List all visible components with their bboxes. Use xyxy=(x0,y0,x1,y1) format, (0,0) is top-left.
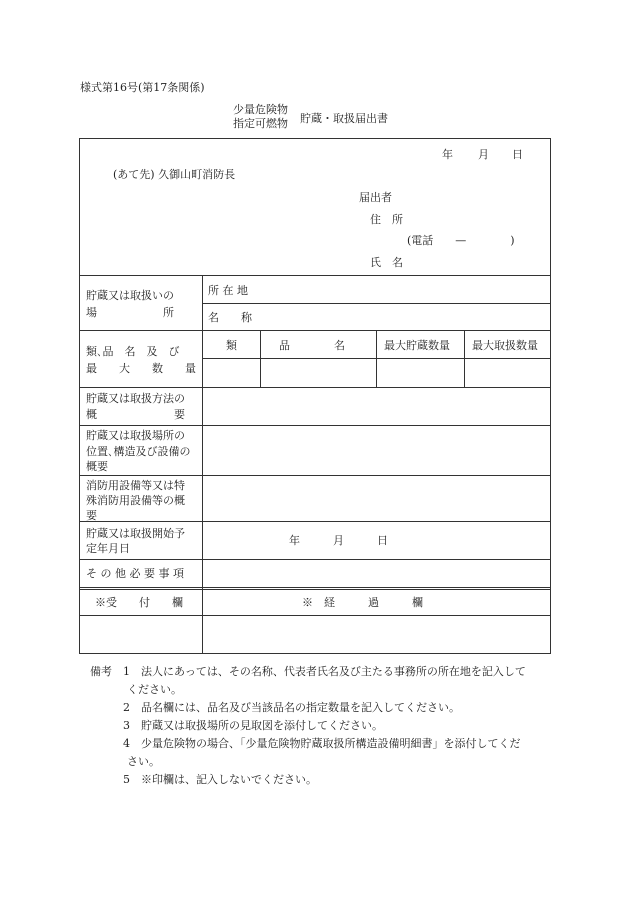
divider xyxy=(80,275,550,276)
divider xyxy=(202,303,550,304)
notes-heading: 備考 xyxy=(90,665,112,678)
title-category xyxy=(233,103,288,131)
note-number: 1 xyxy=(123,665,130,678)
note-number: 4 xyxy=(123,737,130,750)
divider xyxy=(80,521,550,522)
notifier-label: 届出者 xyxy=(359,191,392,204)
place-label-2: 場 所 xyxy=(86,306,174,319)
note-continuation: ください。 xyxy=(127,683,182,696)
phone-label: (電話 — ) xyxy=(407,234,515,247)
firefighting-label-1: 消防用設備等又は特 xyxy=(86,479,185,492)
notes xyxy=(90,663,550,789)
form-number: 様式第16号(第17条関係) xyxy=(80,81,205,94)
note-text: 品名欄には、品名及び当該品名の指定数量を記入してください。 xyxy=(141,701,460,714)
divider xyxy=(80,387,550,388)
note-item xyxy=(90,699,550,717)
note-number: 2 xyxy=(123,701,130,714)
title-category-line2: 指定可燃物 xyxy=(233,117,288,130)
divider xyxy=(80,330,550,331)
double-divider xyxy=(80,587,550,590)
column-divider xyxy=(202,275,203,653)
facility-name-label: 名 称 xyxy=(208,311,252,324)
note-item xyxy=(90,663,550,699)
column-divider xyxy=(376,330,377,387)
location-label: 所 在 地 xyxy=(208,284,248,297)
reception-label: ※受 付 欄 xyxy=(95,596,183,609)
divider xyxy=(80,425,550,426)
col-kind: 類 xyxy=(226,339,237,352)
note-continuation: さい。 xyxy=(127,755,160,768)
note-number: 5 xyxy=(123,773,130,786)
form-table xyxy=(79,138,551,654)
date-month: 月 xyxy=(478,148,489,161)
note-number: 3 xyxy=(123,719,130,732)
col-max-handling: 最大取扱数量 xyxy=(472,339,538,352)
firefighting-label-2: 殊消防用設備等の概 xyxy=(86,494,185,507)
note-item xyxy=(90,735,550,771)
name-label: 氏 名 xyxy=(370,256,403,269)
note-item xyxy=(90,771,550,789)
col-max-storage: 最大貯蔵数量 xyxy=(384,339,450,352)
start-label-2: 定年月日 xyxy=(86,542,130,555)
column-divider xyxy=(464,330,465,387)
divider xyxy=(80,559,550,560)
start-label-1: 貯蔵又は取扱開始予 xyxy=(86,527,185,540)
facility-label-2: 位置､構造及び設備の xyxy=(86,445,191,458)
facility-label-1: 貯蔵又は取扱場所の xyxy=(86,429,185,442)
column-divider xyxy=(260,330,261,387)
method-label-2: 概 要 xyxy=(86,408,185,421)
note-text: ※印欄は、記入しないでください。 xyxy=(141,773,317,786)
address-label: 住 所 xyxy=(370,213,403,226)
progress-label: ※ 経 過 欄 xyxy=(302,596,423,609)
other-label: そ の 他 必 要 事 項 xyxy=(86,567,184,580)
note-item xyxy=(90,717,550,735)
note-text: 貯蔵又は取扱場所の見取図を添付してください。 xyxy=(141,719,383,732)
title-category-line1: 少量危険物 xyxy=(233,103,288,116)
method-label-1: 貯蔵又は取扱方法の xyxy=(86,392,185,405)
col-item-name: 品 名 xyxy=(279,339,345,352)
place-label-1: 貯蔵又は取扱いの xyxy=(86,289,174,302)
note-text: 法人にあっては、その名称、代表者氏名及び主たる事務所の所在地を記入して xyxy=(141,665,526,678)
facility-label-3: 概要 xyxy=(86,460,108,473)
firefighting-label-3: 要 xyxy=(86,509,97,522)
start-date-placeholder: 年 月 日 xyxy=(289,534,388,547)
date-year: 年 xyxy=(442,148,453,161)
form-title: 貯蔵・取扱届出書 xyxy=(300,112,388,125)
date-day: 日 xyxy=(512,148,523,161)
divider xyxy=(80,475,550,476)
note-text: 少量危険物の場合、「少量危険物貯蔵取扱所構造設備明細書」を添付してくだ xyxy=(141,737,521,750)
kind-label-1: 類､品 名 及 び xyxy=(86,345,180,358)
kind-label-2: 最 大 数 量 xyxy=(86,362,196,375)
addressee: (あて先) 久御山町消防長 xyxy=(113,168,236,181)
divider xyxy=(80,615,550,616)
